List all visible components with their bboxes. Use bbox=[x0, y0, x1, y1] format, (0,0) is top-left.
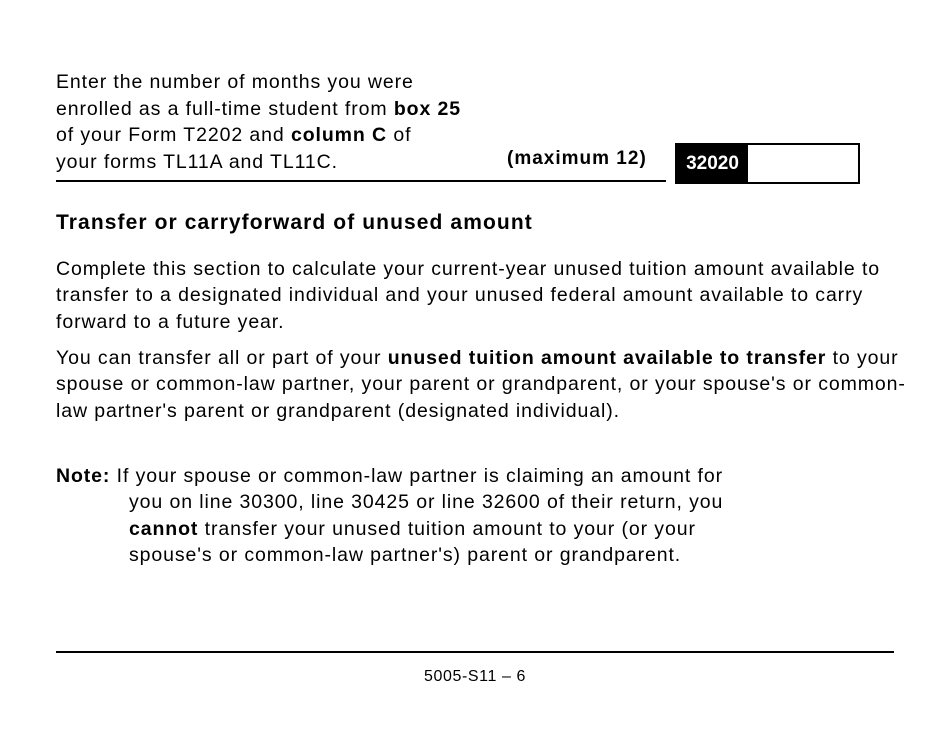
note-block bbox=[56, 463, 906, 568]
months-line-4: your forms TL11A and TL11C. bbox=[56, 150, 338, 173]
section-intro-paragraph: Complete this section to calculate your current-year unused tuition amount available to transfer to a designated individual and your unused federal amount available to carry forward to a future year. bbox=[56, 258, 881, 333]
column-c-emphasis: column C bbox=[290, 124, 387, 146]
section-title: Transfer or carryforward of unused amount bbox=[56, 211, 533, 234]
months-line-2-text: enrolled as a full-time student from bbox=[56, 97, 394, 120]
note-line-3 bbox=[56, 516, 906, 542]
transfer-paragraph bbox=[56, 345, 906, 424]
footer-divider bbox=[56, 651, 894, 653]
maximum-label: (maximum 12) bbox=[507, 148, 647, 169]
transfer-paragraph-start: You can transfer all or part of your bbox=[56, 347, 388, 369]
note-line-4-text: spouse's or common-law partner's) parent or grandparent. bbox=[129, 543, 682, 566]
note-line-4 bbox=[56, 542, 906, 568]
box-25-emphasis: box 25 bbox=[393, 97, 462, 120]
months-enrolled-input[interactable] bbox=[748, 145, 858, 182]
note-line-1-text: If your spouse or common-law partner is claiming an amount for bbox=[110, 465, 724, 487]
line-code-label: 32020 bbox=[677, 145, 748, 182]
months-line-1: Enter the number of months you were bbox=[56, 71, 414, 93]
note-line-2-text: you on line 30300, line 30425 or line 32600 of their return, you bbox=[129, 491, 724, 514]
cannot-emphasis: cannot bbox=[129, 517, 199, 540]
months-field-box bbox=[675, 143, 860, 184]
note-line-1 bbox=[56, 463, 906, 489]
months-line-3-tail: of bbox=[387, 124, 412, 146]
months-enrolled-instructions bbox=[56, 69, 526, 175]
months-line-3 bbox=[56, 122, 526, 149]
note-label: Note: bbox=[56, 465, 111, 487]
months-line-3-text: of your Form T2202 and bbox=[56, 124, 291, 146]
instruction-underline bbox=[56, 180, 666, 182]
note-line-3-text: transfer your unused tuition amount to your (or your bbox=[198, 517, 696, 540]
months-line-2 bbox=[56, 96, 526, 123]
note-line-2 bbox=[56, 489, 906, 515]
transfer-paragraph-end: to your spouse or common-law partner, your parent or grandparent, or your spouse's or common-law partner's parent or grandparent (designated individual). bbox=[56, 347, 906, 422]
unused-tuition-emphasis: unused tuition amount available to transfer bbox=[387, 347, 827, 369]
page-number: 5005-S11 – 6 bbox=[423, 668, 527, 685]
